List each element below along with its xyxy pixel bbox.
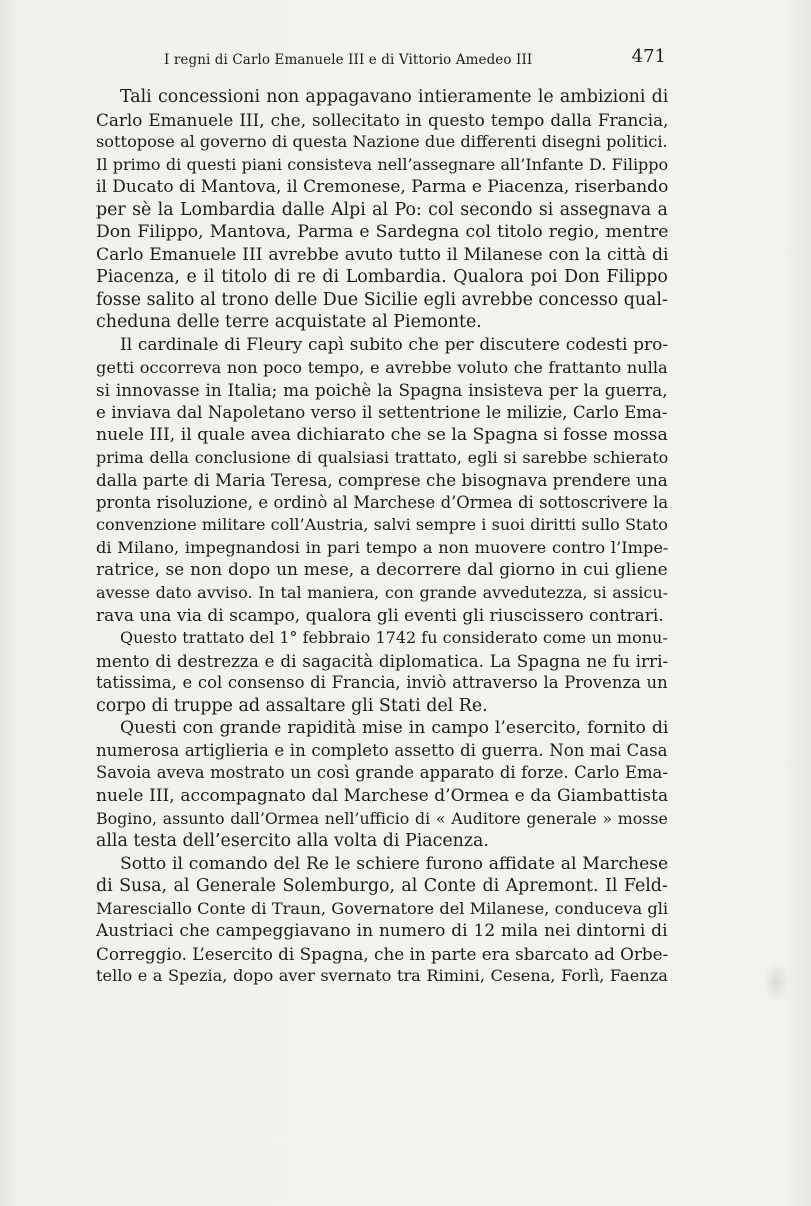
text-line	[96, 875, 668, 898]
text-line	[96, 402, 668, 425]
text-line	[96, 199, 668, 222]
text-line	[96, 537, 668, 560]
text-line-content: mento di destrezza e di sagacità diplomatica. La Spagna ne fu irri-	[96, 650, 669, 671]
text-line-content: Sotto il comando del Re le schiere furono affidate al Marchese	[120, 853, 669, 874]
text-line-content: Bogino, assunto dall’Ormea nell’ufficio di « Auditore generale » mosse	[96, 808, 668, 828]
text-line-content: Correggio. L’esercito di Spagna, che in parte era sbarcato ad Orbe-	[96, 943, 669, 964]
text-line	[96, 176, 668, 199]
text-line-content: Questo trattato del 1° febbraio 1742 fu considerato come un monu-	[120, 628, 668, 648]
text-line-content: Austriaci che campeggiavano in numero di 12 mila nei dintorni di	[96, 921, 668, 942]
text-line	[96, 86, 668, 109]
text-line	[96, 311, 668, 334]
text-line-content: Il primo di questi piani consisteva nell’assegnare all’Infante D. Filippo	[96, 154, 669, 174]
text-line	[96, 514, 668, 537]
running-head	[96, 46, 668, 72]
text-line	[96, 650, 668, 673]
text-line	[96, 943, 668, 966]
text-line	[96, 808, 668, 831]
text-line-content: sottopose al governo di questa Nazione due differenti disegni politici.	[96, 132, 668, 152]
text-line	[96, 717, 668, 740]
text-line	[96, 131, 668, 154]
text-line-content: Piacenza, e il titolo di re di Lombardia. Qualora poi Don Filippo	[96, 267, 668, 288]
text-line-content: e inviava dal Napoletano verso il settentrione le milizie, Carlo Ema-	[96, 402, 668, 422]
text-line	[96, 627, 668, 650]
text-line	[96, 672, 668, 695]
text-line-content: Maresciallo Conte di Traun, Governatore del Milanese, conduceva gli	[96, 898, 669, 918]
page-number: 471	[631, 46, 666, 67]
text-line	[96, 244, 668, 267]
text-line-content: numerosa artiglieria e in completo assetto di guerra. Non mai Casa	[96, 740, 668, 760]
text-line-content: getti occorreva non poco tempo, e avrebbe voluto che frattanto nulla	[96, 357, 668, 377]
text-line-content: dalla parte di Maria Teresa, comprese che bisognava prendere una	[96, 470, 668, 491]
text-line-content: corpo di truppe ad assaltare gli Stati del Re.	[96, 695, 488, 716]
text-line	[96, 785, 668, 808]
text-line	[96, 920, 668, 943]
text-line-content: tatissima, e col consenso di Francia, inviò attraverso la Provenza un	[96, 673, 668, 693]
text-line	[96, 221, 668, 244]
text-line	[96, 334, 668, 357]
text-line	[96, 447, 668, 470]
text-line	[96, 762, 668, 785]
text-line	[96, 109, 668, 132]
text-line	[96, 379, 668, 402]
text-line	[96, 154, 668, 177]
running-title: I regni di Carlo Emanuele III e di Vittorio Amedeo III	[164, 52, 533, 68]
text-line-content: Questi con grande rapidità mise in campo l’esercito, fornito di	[120, 718, 669, 739]
text-line-content: Il cardinale di Fleury capì subito che per discutere codesti pro-	[120, 335, 669, 356]
paper-smudge	[763, 962, 789, 1002]
text-line-content: avesse dato avviso. In tal maniera, con grande avvedutezza, si assicu-	[96, 583, 669, 603]
text-line	[96, 853, 668, 876]
text-line-content: di Milano, impegnandosi in pari tempo a non muovere contro l’Impe-	[96, 537, 669, 557]
body-text	[96, 86, 668, 988]
text-line-content: Tali concessioni non appagavano intieramente le ambizioni di	[120, 87, 669, 107]
text-line	[96, 582, 668, 605]
text-line	[96, 965, 668, 988]
text-line	[96, 266, 668, 289]
text-line-content: alla testa dell’esercito alla volta di Piacenza.	[96, 831, 489, 852]
text-line-content: Savoia aveva mostrato un così grande apparato di forze. Carlo Ema-	[96, 763, 668, 783]
text-line	[96, 289, 668, 312]
text-line-content: tello e a Spezia, dopo aver svernato tra Rimini, Cesena, Forlì, Faenza	[96, 966, 668, 986]
text-line-content: cheduna delle terre acquistate al Piemonte.	[96, 312, 482, 333]
text-line-content: di Susa, al Generale Solemburgo, al Conte di Apremont. Il Feld-	[96, 876, 668, 897]
text-line	[96, 605, 668, 628]
text-line-content: si innovasse in Italia; ma poichè la Spagna insisteva per la guerra,	[96, 380, 668, 401]
text-line-content: nuele III, il quale avea dichiarato che se la Spagna si fosse mossa	[96, 425, 668, 446]
text-line	[96, 559, 668, 582]
text-line-content: prima della conclusione di qualsiasi trattato, egli si sarebbe schierato	[96, 447, 669, 467]
text-line	[96, 695, 668, 718]
text-line-content: per sè la Lombardia dalle Alpi al Po: col secondo si assegnava a	[96, 199, 668, 220]
text-line	[96, 424, 668, 447]
text-line-content: nuele III, accompagnato dal Marchese d’Ormea e da Giambattista	[96, 785, 669, 806]
text-line	[96, 898, 668, 921]
text-line	[96, 469, 668, 492]
text-line-content: rava una via di scampo, qualora gli eventi gli riuscissero contrari.	[96, 605, 664, 626]
text-line-content: fosse salito al trono delle Due Sicilie egli avrebbe concesso qual-	[96, 289, 668, 310]
text-line	[96, 492, 668, 515]
text-line-content: il Ducato di Mantova, il Cremonese, Parma e Piacenza, riserbando	[96, 177, 669, 198]
text-line	[96, 830, 668, 853]
text-line	[96, 357, 668, 380]
text-line-content: ratrice, se non dopo un mese, a decorrere dal giorno in cui gliene	[96, 560, 668, 581]
text-line-content: Carlo Emanuele III avrebbe avuto tutto il Milanese con la città di	[96, 244, 669, 265]
text-line-content: Don Filippo, Mantova, Parma e Sardegna col titolo regio, mentre	[96, 222, 669, 243]
text-line	[96, 740, 668, 763]
text-line-content: pronta risoluzione, e ordinò al Marchese d’Ormea di sottoscrivere la	[96, 492, 669, 512]
text-line-content: convenzione militare coll’Austria, salvi sempre i suoi diritti sullo Stato	[96, 515, 668, 535]
text-line-content: Carlo Emanuele III, che, sollecitato in questo tempo dalla Francia,	[96, 109, 669, 130]
